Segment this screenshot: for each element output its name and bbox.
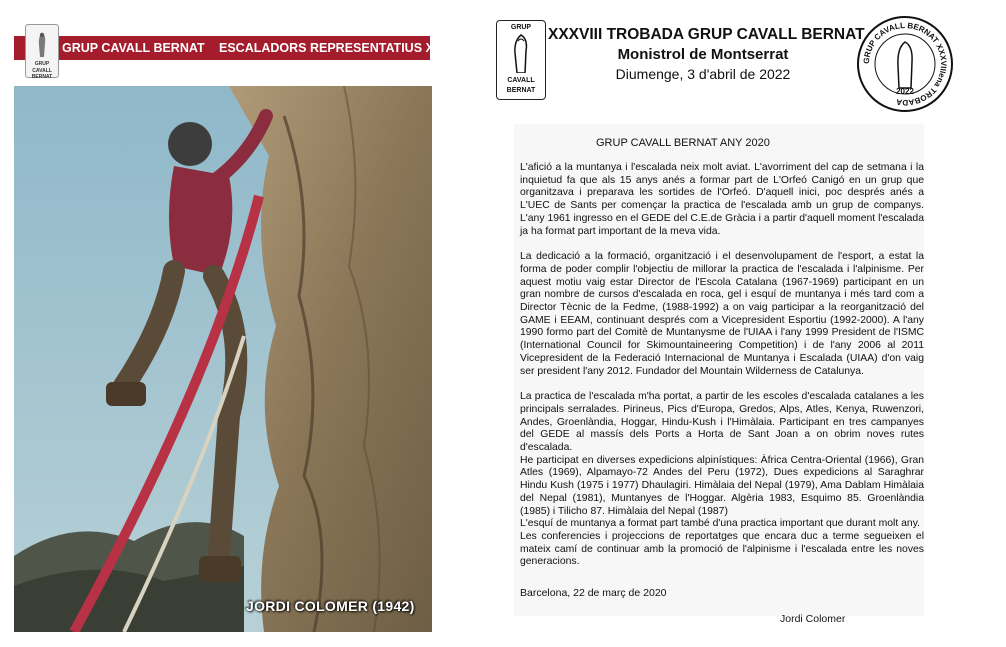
cavall-bernat-rock-icon xyxy=(34,31,50,57)
logo-text-grup: GRUP xyxy=(34,61,50,67)
climber-photo xyxy=(14,86,432,632)
logo-text-bernat: BERNAT xyxy=(506,87,536,94)
letter-title: GRUP CAVALL BERNAT ANY 2020 xyxy=(596,137,770,149)
paragraph: L'esquí de muntanya a format part també d'una practica important que durant molt any. xyxy=(520,518,920,530)
biography-letter xyxy=(514,124,924,616)
cavall-bernat-rock-icon xyxy=(507,33,535,73)
cavall-bernat-rock-icon xyxy=(898,42,912,88)
stamp-ring-text: GRUP CAVALL BERNAT XXXVIIIena TROBADA xyxy=(861,20,949,108)
event-title: XXXVIII TROBADA GRUP CAVALL BERNAT xyxy=(548,26,865,43)
letter-closing-date: Barcelona, 22 de març de 2020 xyxy=(520,587,667,599)
banner-series-title: ESCALADORS REPRESENTATIUS XXIV xyxy=(219,41,454,55)
event-header xyxy=(548,26,865,82)
stamp-year: 2022 xyxy=(896,87,914,96)
club-logo xyxy=(25,24,59,78)
event-date: Diumenge, 3 d'abril de 2022 xyxy=(615,66,791,82)
paragraph: La practica de l'escalada m'ha portat, a partir de les escoles d'escalada catalanes a les principals serralades. Pirineus, Pics d'Europa, Gredos, Alps, Atles, Kenya, Ruwenzori, Andes, Groenlàndia, Hoggar, Hindu-Kush i l'Himàlaia. Participant en tres campanyes del GEDE al massís dels Ports a Horta de Sant Joan a on obrim noves rutes d'escalada. xyxy=(520,391,924,454)
paragraph: La dedicació a la formació, organització i el desenvolupament de l'esport, a estat la forma de poder complir l'objectiu de millorar la practica de l'escalada i l'alpinisme. Per aquest motiu vaig estar Director de l'Escola Catalana (1967-1969) participant en un gran nombre de cursos d'escalada en roca, gel i esquí de muntanya i més tard com a Director Tècnic de la Fedme, (1988-1992) a on vaig participar a la reorganització del GAME i EEAM, continuant després com a Vicepresident Esportiu (1992-2000). A l'any 1990 formo part del Comitè de Muntanysme de l'UIAA i l'any 1999 President de l'ISMC (International Council for Skimountaineering Competition) i de l'any 2006 al 2011 Vicepresident de la Federació Internacional de Muntanya i Escalada (UIAA) d'on vaig ser president l'any 2012. Fundador del Mountain Wilderness de Catalunya. xyxy=(520,251,924,377)
club-logo-outline xyxy=(496,20,546,100)
paragraph: He participat en diverses expedicions alpinístiques: Àfrica Centra-Oriental (1966), Gran Atles (1969), Alpamayo-72 Andes del Peru (1972), Dues expedicions al Saraghrar Hindu Kush (1975 i 1977) Dhaulagiri. Himàlaia del Nepal (1979), Ama Dablam Himàlaia del Nepal (1981), Muntanyes de l'Hoggar. Algèria 1983, Esquimo 85. Groenlàndia (1985) i Tilicho 87. Himàlaia del Nepal (1987) xyxy=(520,454,924,517)
commemorative-stamp xyxy=(855,14,955,114)
header-banner xyxy=(14,36,454,60)
logo-text-cavall-bernat: CAVALL BERNAT xyxy=(31,68,53,80)
paragraph: Les conferencies i projeccions de reportatges que encara duc a terme segueixen el mateix camí de continuar amb la promoció de l'alpinisme i l'escalada entre les noves generacions. xyxy=(520,530,924,568)
letter-signature: Jordi Colomer xyxy=(780,613,846,625)
photo-caption: JORDI COLOMER (1942) xyxy=(246,598,415,614)
event-place: Monistrol de Montserrat xyxy=(617,46,789,63)
paragraph: L'afició a la muntanya i l'escalada neix molt aviat. L'avorriment del cap de setmana i la inquietud fa que als 15 anys anés a formar part de L'Orfeó Canigó en un grup que organitzava i preparava les sortides de l'Orfeó. D'aquell inici, poc després anés a L'UEC de Sants per començar la practica de l'escalada amb un grup de companys. L'any 1961 ingresso en el GEDE del C.E.de Gràcia i a partir d'aquell moment l'escalada ja ha format part important de la meva vida. xyxy=(520,162,924,237)
letter-body xyxy=(520,162,924,569)
logo-text-grup: GRUP xyxy=(510,24,532,31)
banner-club-name: GRUP CAVALL BERNAT xyxy=(62,41,205,55)
logo-text-cavall: CAVALL xyxy=(507,77,535,84)
